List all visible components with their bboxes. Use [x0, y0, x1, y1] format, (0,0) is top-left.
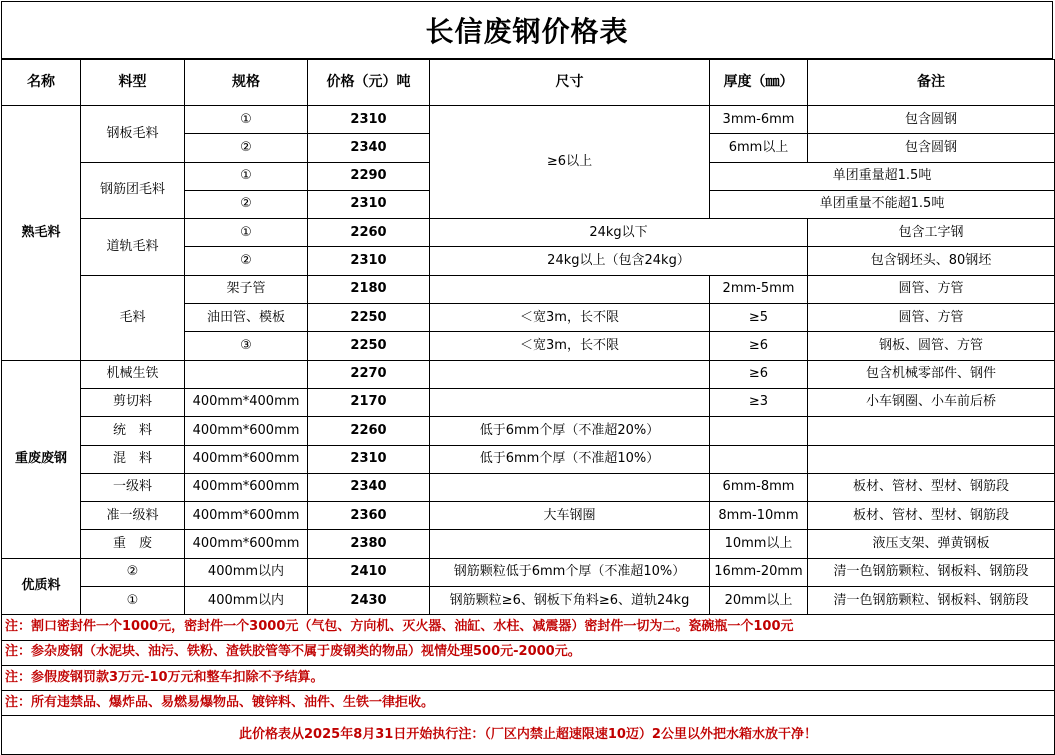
type-cell: 钢板毛料	[81, 106, 185, 163]
table-row	[2, 219, 1055, 247]
note-cell: 清一色钢筋颗粒、钢板料、钢筋段	[808, 558, 1055, 586]
thickness-cell: 10mm以上	[710, 530, 808, 558]
note-text: 注：割口密封件一个1000元，密封件一个3000元（气包、方向机、灭火器、油缸、水柱、减震器）密封件一切为二。瓷碗瓶一个100元	[2, 615, 1055, 640]
spec-cell: 400mm*600mm	[185, 473, 308, 501]
size-cell	[430, 360, 710, 388]
note-row	[2, 615, 1055, 640]
type-cell: ①	[81, 587, 185, 615]
size-cell	[430, 275, 710, 303]
price-cell: 2340	[308, 134, 430, 162]
note-cell: 小车钢圈、小车前后桥	[808, 388, 1055, 416]
thickness-cell: ≥6	[710, 332, 808, 360]
size-cell: 钢筋颗粒≥6、钢板下角料≥6、道轨24kg	[430, 587, 710, 615]
spec-cell: 400mm*600mm	[185, 502, 308, 530]
type-cell: 混 料	[81, 445, 185, 473]
note-text: 注：参假废钢罚款3万元-10万元和整车扣除不予结算。	[2, 665, 1055, 690]
sheet-title: 长信废钢价格表	[1, 1, 1053, 59]
note-cell: 包含圆钢	[808, 106, 1055, 134]
note-cell: 单团重量超1.5吨	[710, 162, 1055, 190]
thickness-cell: 20mm以上	[710, 587, 808, 615]
note-cell: 包含圆钢	[808, 134, 1055, 162]
category-cell: 重废废钢	[2, 360, 81, 558]
spec-cell: ②	[185, 134, 308, 162]
size-cell: ＜宽3m，长不限	[430, 332, 710, 360]
table-row	[2, 106, 1055, 134]
type-cell: 钢筋团毛料	[81, 162, 185, 219]
table-row	[2, 502, 1055, 530]
price-cell: 2410	[308, 558, 430, 586]
note-cell: 板材、管材、型材、钢筋段	[808, 473, 1055, 501]
thickness-cell: ≥3	[710, 388, 808, 416]
table-row	[2, 417, 1055, 445]
type-cell: ②	[81, 558, 185, 586]
size-cell: ≥6以上	[430, 106, 710, 219]
note-cell: 清一色钢筋颗粒、钢板料、钢筋段	[808, 587, 1055, 615]
note-cell: 板材、管材、型材、钢筋段	[808, 502, 1055, 530]
category-cell: 熟毛料	[2, 106, 81, 361]
spec-cell: ②	[185, 247, 308, 275]
table-header-row	[2, 60, 1055, 106]
price-cell: 2310	[308, 247, 430, 275]
table-row	[2, 275, 1055, 303]
header-spec: 规格	[185, 60, 308, 106]
size-cell: 24kg以下	[430, 219, 808, 247]
note-row	[2, 640, 1055, 665]
footer-text: 此价格表从2025年8月31日开始执行注：（厂区内禁止超速限速10迈）2公里以外把水箱水放干净！	[2, 716, 1055, 755]
size-cell: ＜宽3m，长不限	[430, 304, 710, 332]
price-cell: 2250	[308, 332, 430, 360]
note-row	[2, 690, 1055, 715]
type-cell: 毛料	[81, 275, 185, 360]
note-cell: 圆管、方管	[808, 275, 1055, 303]
size-cell	[430, 530, 710, 558]
header-size: 尺寸	[430, 60, 710, 106]
note-cell	[808, 445, 1055, 473]
price-cell: 2310	[308, 445, 430, 473]
type-cell: 道轨毛料	[81, 219, 185, 276]
spec-cell: 400mm*400mm	[185, 388, 308, 416]
price-cell: 2260	[308, 219, 430, 247]
header-price: 价格（元）吨	[308, 60, 430, 106]
note-cell: 包含工字钢	[808, 219, 1055, 247]
thickness-cell: 16mm-20mm	[710, 558, 808, 586]
spec-cell: 400mm*600mm	[185, 445, 308, 473]
note-row	[2, 665, 1055, 690]
spec-cell: 400mm*600mm	[185, 417, 308, 445]
header-type: 料型	[81, 60, 185, 106]
type-cell: 统 料	[81, 417, 185, 445]
thickness-cell: 6mm-8mm	[710, 473, 808, 501]
note-cell: 单团重量不能超1.5吨	[710, 190, 1055, 218]
footer-row	[2, 716, 1055, 755]
spec-cell	[185, 360, 308, 388]
price-cell: 2170	[308, 388, 430, 416]
thickness-cell	[710, 445, 808, 473]
spec-cell: 400mm以内	[185, 558, 308, 586]
thickness-cell: 6mm以上	[710, 134, 808, 162]
table-row	[2, 473, 1055, 501]
size-cell: 低于6mm个厚（不准超10%）	[430, 445, 710, 473]
note-text: 注：参杂废钢（水泥块、油污、铁粉、渣铁胶管等不属于废钢类的物品）视情处理500元-2000元。	[2, 640, 1055, 665]
type-cell: 机械生铁	[81, 360, 185, 388]
table-row	[2, 558, 1055, 586]
note-cell: 圆管、方管	[808, 304, 1055, 332]
note-cell: 包含钢坯头、80钢坯	[808, 247, 1055, 275]
spec-cell: 架子管	[185, 275, 308, 303]
size-cell: 低于6mm个厚（不准超20%）	[430, 417, 710, 445]
note-cell	[808, 417, 1055, 445]
spec-cell: 油田管、模板	[185, 304, 308, 332]
type-cell: 准一级料	[81, 502, 185, 530]
price-cell: 2380	[308, 530, 430, 558]
table-row	[2, 587, 1055, 615]
note-text: 注：所有违禁品、爆炸品、易燃易爆物品、镀锌料、油件、生铁一律拒收。	[2, 690, 1055, 715]
header-note: 备注	[808, 60, 1055, 106]
price-table	[1, 59, 1055, 755]
thickness-cell: ≥5	[710, 304, 808, 332]
size-cell: 大车钢圈	[430, 502, 710, 530]
price-cell: 2340	[308, 473, 430, 501]
type-cell: 重 废	[81, 530, 185, 558]
size-cell: 钢筋颗粒低于6mm个厚（不准超10%）	[430, 558, 710, 586]
spec-cell: ①	[185, 162, 308, 190]
price-cell: 2270	[308, 360, 430, 388]
price-cell: 2360	[308, 502, 430, 530]
category-cell: 优质料	[2, 558, 81, 615]
table-row	[2, 445, 1055, 473]
thickness-cell: 3mm-6mm	[710, 106, 808, 134]
spec-cell: 400mm*600mm	[185, 530, 308, 558]
thickness-cell: 2mm-5mm	[710, 275, 808, 303]
thickness-cell	[710, 417, 808, 445]
type-cell: 一级料	[81, 473, 185, 501]
spec-cell: ①	[185, 219, 308, 247]
type-cell: 剪切料	[81, 388, 185, 416]
table-row	[2, 530, 1055, 558]
price-cell: 2310	[308, 190, 430, 218]
price-cell: 2290	[308, 162, 430, 190]
spec-cell: 400mm以内	[185, 587, 308, 615]
price-cell: 2430	[308, 587, 430, 615]
size-cell: 24kg以上（包含24kg）	[430, 247, 808, 275]
note-cell: 液压支架、弹黄钢板	[808, 530, 1055, 558]
header-name: 名称	[2, 60, 81, 106]
note-cell: 钢板、圆管、方管	[808, 332, 1055, 360]
price-cell: 2180	[308, 275, 430, 303]
spec-cell: ②	[185, 190, 308, 218]
header-thickness: 厚度（㎜）	[710, 60, 808, 106]
spec-cell: ①	[185, 106, 308, 134]
note-cell: 包含机械零部件、钢件	[808, 360, 1055, 388]
size-cell	[430, 473, 710, 501]
table-row	[2, 388, 1055, 416]
price-cell: 2250	[308, 304, 430, 332]
spec-cell: ③	[185, 332, 308, 360]
price-cell: 2310	[308, 106, 430, 134]
table-row	[2, 360, 1055, 388]
size-cell	[430, 388, 710, 416]
thickness-cell: ≥6	[710, 360, 808, 388]
price-cell: 2260	[308, 417, 430, 445]
thickness-cell: 8mm-10mm	[710, 502, 808, 530]
